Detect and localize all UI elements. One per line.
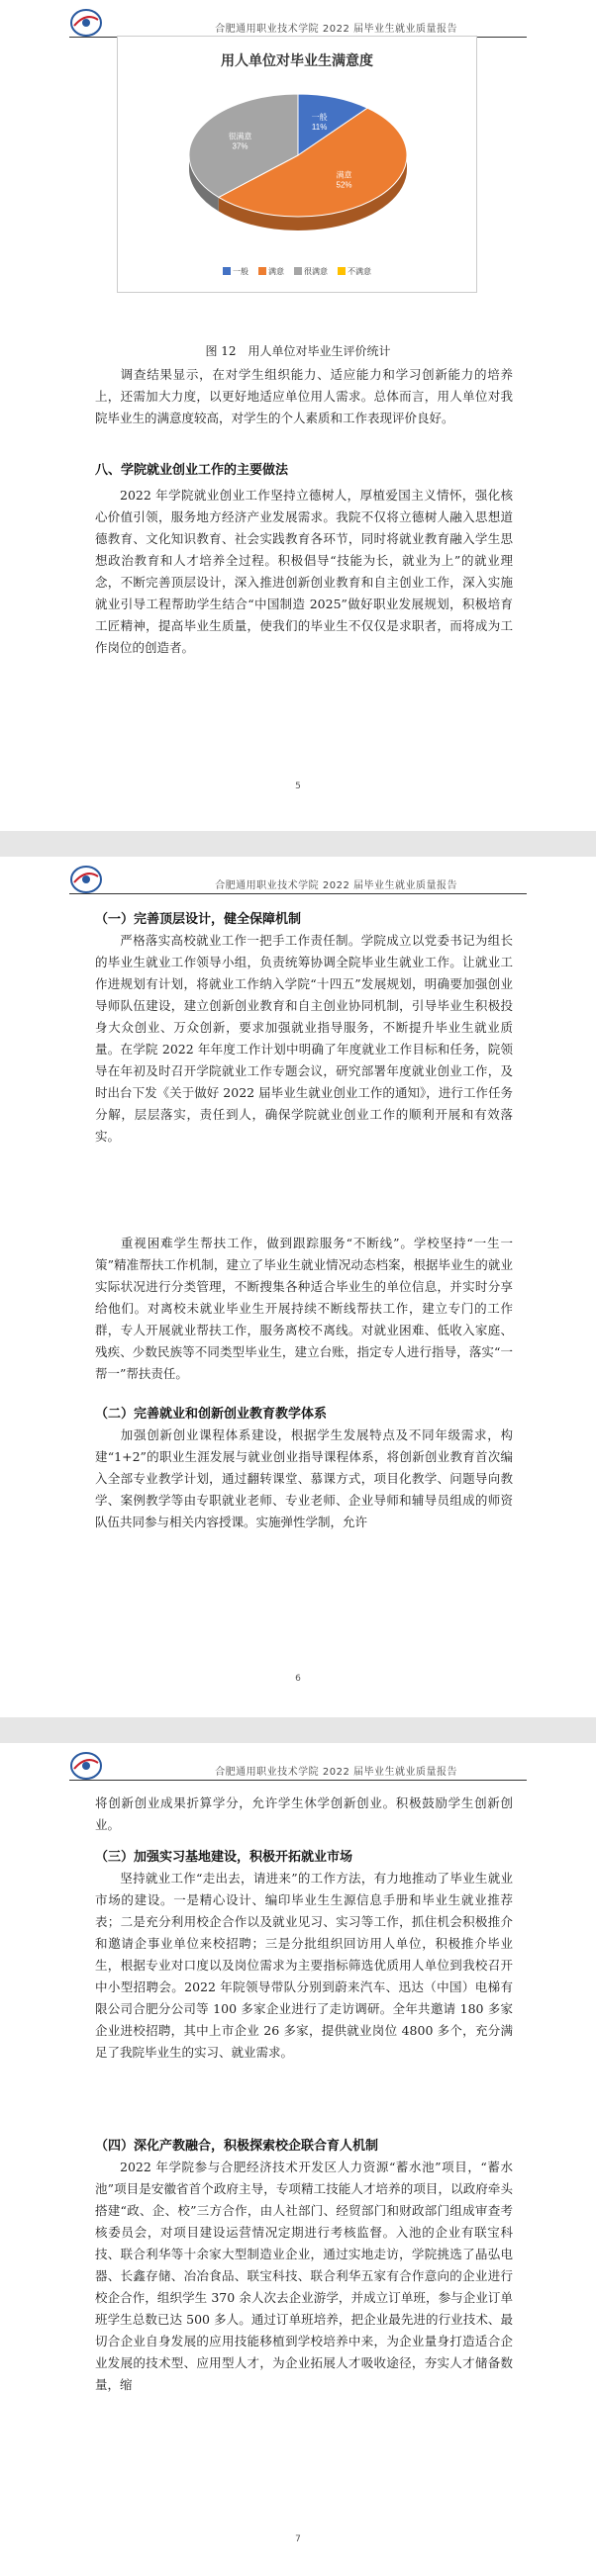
legend-swatch <box>258 267 266 275</box>
legend-item <box>294 266 328 277</box>
pie-plot <box>118 37 478 264</box>
legend-item <box>258 266 284 277</box>
college-logo-icon <box>69 865 103 894</box>
report-page-7 <box>0 1743 596 2576</box>
paragraph-intro: 2022 年学院就业创业工作坚持立德树人，厚植爱国主义情怀，强化核心价值引领，服务地方经济产业发展需求。我院不仅将立德树人融入思想道德教育、文化知识教育、社会实践教育各环节，同时将就业教育融入学生思想政治教育和人才培养全过程。积极倡导“技能为长，就业为上”的就业理念，不断完善顶层设计，深入推进创新创业教育和自主创业工作，深入实施就业引导工程帮助学生结合“中国制造 2025”做好职业发展规划，积极培育工匠精神，提高毕业生质量，使我们的毕业生不仅仅是求职者，而将成为工作岗位的创造者。 <box>95 488 513 655</box>
paragraph-industry-education: 2022 年学院参与合肥经济技术开发区人力资源“蓄水池”项目，“蓄水池”项目是安徽省首个政府主导，专项精工技能人才培养的项目，以政府牵头搭建“政、企、校”三方合作，由人社部门、经贸部门和财政部门组成审查考核委员会，对项目建设运营情况定期进行考核监督。入池的企业有联宝科技、联合利华等十余家大型制造业企业，通过实地走访，学院挑选了晶弘电器、长鑫存储、冶冶食品、联宝科技、联合利华五家有合作意向的企业进行校企合作，组织学生 370 余人次去企业游学，并成立订单班，参与企业订单班学生总数已达 500 多人。通过订单班培养，把企业最先进的行业技术、最切合企业自身发展的应用技能移植到学校培养中来，为企业量身打造适合企业发展的技术型、应用型人才，为企业拓展人才吸收途径，夯实人才储备数量，缩 <box>95 2160 513 2392</box>
paragraph-continuation: 将创新创业成果折算学分，允许学生休学创新创业。积极鼓励学生创新创业。 <box>95 1795 513 1832</box>
subsection-3-title: （三）加强实习基地建设，积极开拓就业市场 <box>95 1850 353 1865</box>
report-page-6 <box>0 857 596 1717</box>
header-text: 合肥通用职业技术学院 2022 届毕业生就业质量报告 <box>215 880 457 891</box>
subsection-1-title: （一）完善顶层设计，健全保障机制 <box>95 912 302 927</box>
pie-data-label: 一般 <box>311 113 328 123</box>
page-number: 7 <box>295 2534 301 2544</box>
legend-swatch <box>294 267 302 275</box>
college-logo-icon <box>69 1751 103 1781</box>
legend-label: 满意 <box>268 267 284 276</box>
report-page-5 <box>0 0 596 831</box>
page-header <box>69 18 527 38</box>
page-header <box>69 874 527 894</box>
page-number: 6 <box>295 1674 301 1684</box>
legend-swatch <box>223 267 231 275</box>
legend-item <box>223 266 248 277</box>
pie-data-label: 很满意 <box>228 132 252 141</box>
chart-title: 用人单位对毕业生满意度 <box>221 52 373 68</box>
paragraph-survey-result: 调查结果显示，在对学生组织能力、适应能力和学习创新能力的培养上，还需加大力度，以更好地适应单位用人需求。总体而言，用人单位对我院毕业生的满意度较高，对学生的个人素质和工作表现评价良好。 <box>95 367 513 425</box>
legend-item <box>338 266 371 277</box>
section-8-title: 八、学院就业创业工作的主要做法 <box>95 463 289 478</box>
chart-legend <box>118 266 476 277</box>
paragraph-assistance: 重视困难学生帮扶工作，做到跟踪服务“不断线”。学校坚持“一生一策”精准帮扶工作机制，建立了毕业生就业情况动态档案，根据毕业生的就业实际状况进行分类管理，不断搜集各种适合毕业生的单位信息，并实时分享给他们。对离校未就业毕业生开展持续不断线帮扶工作，建立专门的工作群，专人开展就业帮扶工作，服务离校不离线。对就业困难、低收入家庭、残疾、少数民族等不同类型毕业生，建立台账，指定专人进行指导，落实“一帮一”帮扶责任。 <box>95 1236 513 1381</box>
legend-swatch <box>338 267 346 275</box>
pie-data-label: 37% <box>232 141 248 151</box>
paragraph-responsibility: 严格落实高校就业工作一把手工作责任制。学院成立以党委书记为组长的毕业生就业工作领导小组，负责统筹协调全院毕业生就业工作。让就业工作进规划有计划，将就业工作纳入学院“十四五”发展规划，明确要加强创业导师队伍建设，建立创新创业教育和自主创业协同机制，引导毕业生积极投身大众创业、万众创新，要求加强就业指导服务，不断提升毕业生就业质量。在学院 2022 年年度工作计划中明确了年度就业工作目标和任务，院领导在年初及时召开学院就业工作专题会议，研究部署年度就业创业工作，及时出台下发《关于做好 2022 届毕业生就业创业工作的通知》，进行工作任务分解，层层落实，责任到人，确保学院就业创业工作的顺利开展和有效落实。 <box>95 933 513 1144</box>
pie-data-label: 52% <box>336 180 352 190</box>
header-text: 合肥通用职业技术学院 2022 届毕业生就业质量报告 <box>215 24 457 35</box>
paragraph-job-market: 坚持就业工作“走出去，请进来”的工作方法，有力地推动了毕业生就业市场的建设。一是精心设计、编印毕业生生源信息手册和毕业生就业推荐表；二是充分利用校企合作以及就业见习、实习等工作，抓住机会积极推介和邀请企事业单位来校招聘；三是分批组织回访用人单位，积极推介毕业生，根据专业对口度以及岗位需求为主要指标筛选优质用人单位到我校召开中小型招聘会。2022 年院领导带队分别到蔚来汽车、迅达（中国）电梯有限公司合肥分公司等 100 多家企业进行了走访调研。全年共邀请 180 多家企业进校招聘，其中上市企业 26 多家，提供就业岗位 4800 多个，充分满足了我院毕业生的实习、就业需求。 <box>95 1871 513 2060</box>
paragraph-curriculum: 加强创新创业课程体系建设，根据学生发展特点及不同年级需求，构建“1+2”的职业生涯发展与就业创业指导课程体系，将创新创业教育首次编入全部专业教学计划，通过翻转课堂、慕课方式，项目化教学、问题导向教学、案例教学等由专职就业老师、专业老师、企业导师和辅导员组成的师资队伍共同参与相关内容授课。实施弹性学制，允许 <box>95 1427 513 1529</box>
subsection-2-title: （二）完善就业和创新创业教育教学体系 <box>95 1407 328 1422</box>
legend-label: 一般 <box>233 267 248 276</box>
subsection-4-title: （四）深化产教融合，积极探索校企联合育人机制 <box>95 2139 379 2154</box>
pie-data-label: 11% <box>311 123 328 133</box>
legend-label: 很满意 <box>304 267 328 276</box>
satisfaction-pie-chart <box>117 36 477 293</box>
legend-label: 不满意 <box>348 267 371 276</box>
page-header <box>69 1761 527 1781</box>
pie-data-label: 满意 <box>336 170 352 180</box>
college-logo-icon <box>69 8 103 38</box>
page-number: 5 <box>295 782 301 791</box>
figure-caption: 图 12 用人单位对毕业生评价统计 <box>205 344 391 358</box>
header-text: 合肥通用职业技术学院 2022 届毕业生就业质量报告 <box>215 1767 457 1778</box>
